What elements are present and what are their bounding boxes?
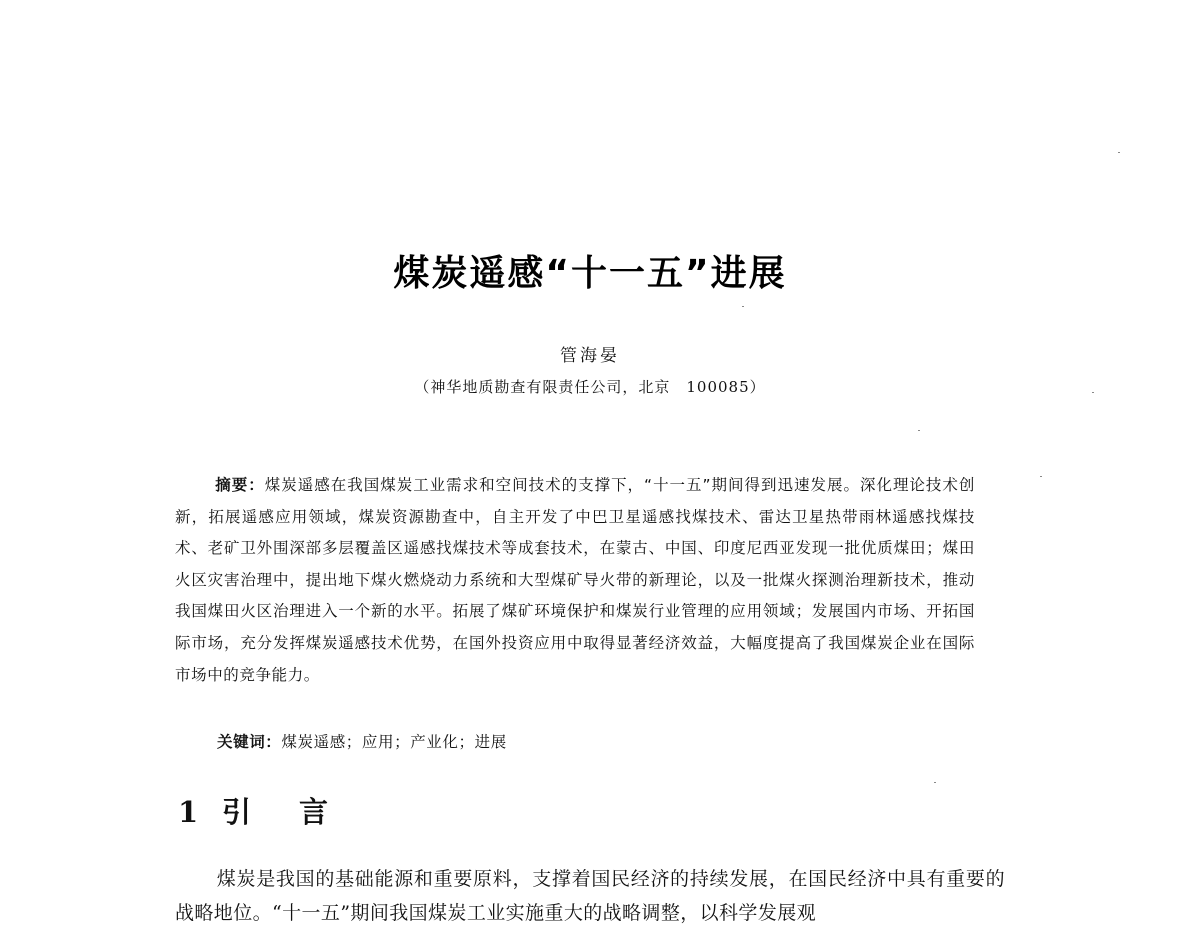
author-affiliation: （神华地质勘查有限责任公司，北京 100085） [414, 378, 766, 396]
scan-speck [918, 430, 920, 431]
section-number: 1 [178, 795, 199, 829]
section-title: 引言 [222, 795, 377, 829]
abstract-label: 摘要： [215, 476, 265, 494]
scan-speck [1118, 152, 1120, 153]
keywords-text: 煤炭遥感；应用；产业化；进展 [281, 733, 507, 751]
author-name: 管海晏 [560, 346, 620, 366]
keywords-label: 关键词： [217, 733, 282, 751]
section-heading [178, 790, 376, 834]
body-paragraph: 煤炭是我国的基础能源和重要原料，支撑着国民经济的持续发展，在国民经济中具有重要的战略地位。“十一五”期间我国煤炭工业实施重大的战略调整，以科学发展观 [175, 868, 1005, 924]
scan-speck [742, 306, 744, 307]
paper-title: 煤炭遥感“十一五”进展 [393, 253, 787, 294]
keywords [217, 727, 977, 758]
scan-speck [934, 782, 936, 783]
abstract-text: 煤炭遥感在我国煤炭工业需求和空间技术的支撑下，“十一五”期间得到迅速发展。深化理论技术创新，拓展遥感应用领域，煤炭资源勘查中，自主开发了中巴卫星遥感找煤技术、雷达卫星热带雨林遥感找煤技术、老矿卫外围深部多层覆盖区遥感找煤技术等成套技术，在蒙古、中国、印度尼西亚发现一批优质煤田；煤田火区灾害治理中，提出地下煤火燃烧动力系统和大型煤矿导火带的新理论，以及一批煤火探测治理新技术，推动我国煤田火区治理进入一个新的水平。拓展了煤矿环境保护和煤炭行业管理的应用领域；发展国内市场、开拓国际市场，充分发挥煤炭遥感技术优势，在国外投资应用中取得显著经济效益，大幅度提高了我国煤炭企业在国际市场中的竞争能力。 [175, 476, 975, 684]
scan-speck [1040, 476, 1042, 477]
abstract [175, 470, 975, 691]
scan-speck [1092, 392, 1094, 393]
